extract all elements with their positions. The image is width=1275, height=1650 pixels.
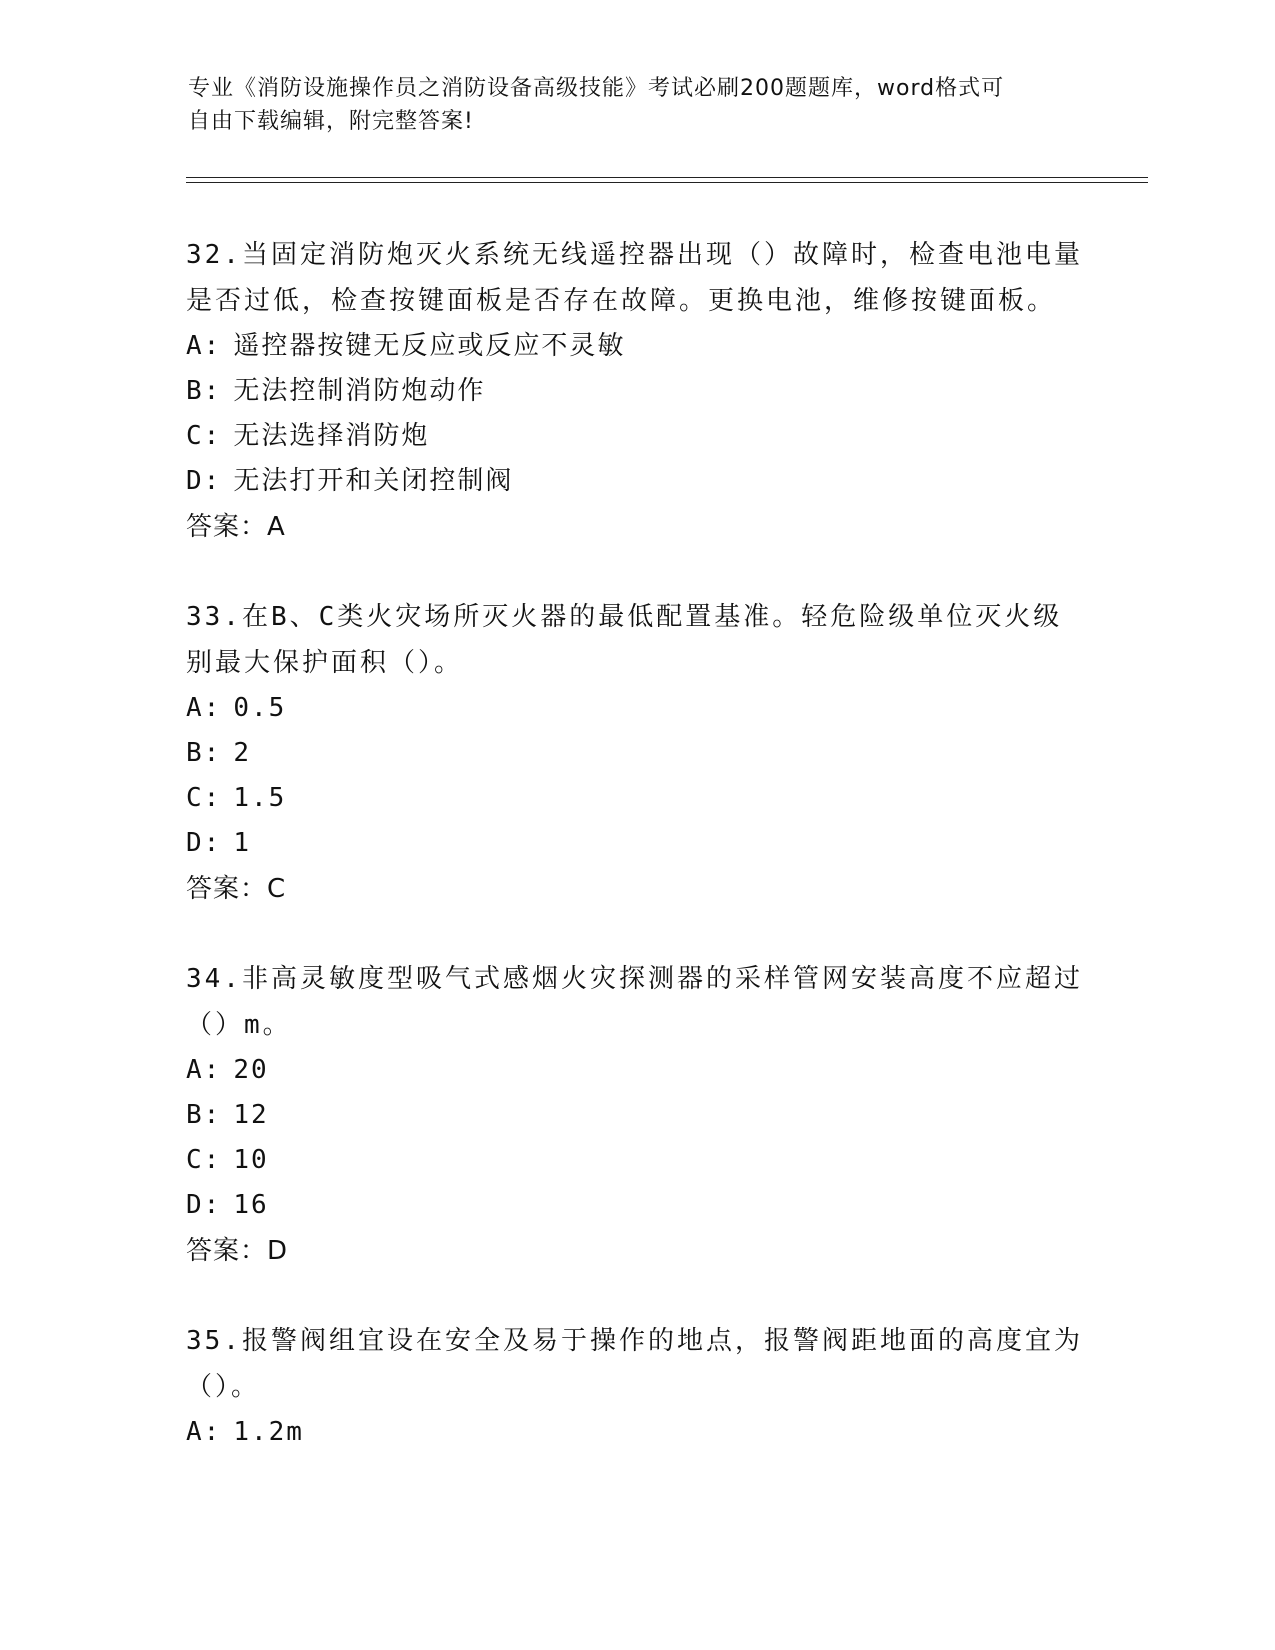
option-key: C: [186, 1145, 222, 1175]
option-key: A: [186, 331, 222, 361]
option-text: 12 [233, 1100, 269, 1130]
header-line-1: 专业《消防设施操作员之消防设备高级技能》考试必刷200题题库，word格式可 [188, 76, 1005, 101]
option-b [186, 1093, 1086, 1138]
option-text: 0.5 [233, 693, 287, 723]
option-d [186, 459, 1086, 504]
option-text: 无法打开和关闭控制阀 [233, 466, 514, 496]
option-b [186, 731, 1086, 776]
header-line-2: 自由下载编辑，附完整答案! [188, 109, 474, 134]
option-a [186, 1410, 1086, 1455]
option-text: 遥控器按键无反应或反应不灵敏 [233, 331, 626, 361]
option-text: 1.5 [233, 783, 287, 813]
option-text: 1.2m [233, 1417, 304, 1447]
option-d [186, 821, 1086, 866]
option-c [186, 414, 1086, 459]
option-text: 无法控制消防炮动作 [233, 376, 486, 406]
question-block [186, 594, 1086, 912]
option-key: A: [186, 693, 222, 723]
option-key: C: [186, 783, 222, 813]
option-key: D: [186, 828, 222, 858]
question-stem: 35.报警阀组宜设在安全及易于操作的地点，报警阀距地面的高度宜为（）。 [186, 1326, 1083, 1402]
question-stem: 32.当固定消防炮灭火系统无线遥控器出现（）故障时，检查电池电量是否过低，检查按键面板是否存在故障。更换电池，维修按键面板。 [186, 240, 1083, 316]
answer-line: 答案：A [186, 512, 286, 542]
option-text: 10 [233, 1145, 269, 1175]
option-key: C: [186, 421, 222, 451]
option-b [186, 369, 1086, 414]
question-block [186, 232, 1086, 550]
option-key: B: [186, 1100, 222, 1130]
answer-line: 答案：C [186, 874, 287, 904]
option-c [186, 776, 1086, 821]
option-key: D: [186, 1190, 222, 1220]
option-key: A: [186, 1055, 222, 1085]
option-text: 2 [233, 738, 251, 768]
option-key: B: [186, 376, 222, 406]
option-text: 1 [233, 828, 251, 858]
question-block [186, 1318, 1086, 1455]
option-a [186, 324, 1086, 369]
option-text: 20 [233, 1055, 269, 1085]
header-divider-top [186, 177, 1148, 178]
option-text: 无法选择消防炮 [233, 421, 430, 451]
option-a [186, 1048, 1086, 1093]
option-key: D: [186, 466, 222, 496]
document-header [188, 72, 1068, 138]
option-d [186, 1183, 1086, 1228]
option-key: B: [186, 738, 222, 768]
answer-line: 答案：D [186, 1236, 289, 1266]
question-stem: 33.在B、C类火灾场所灭火器的最低配置基准。轻危险级单位灭火级别最大保护面积（）。 [186, 602, 1063, 678]
question-stem: 34.非高灵敏度型吸气式感烟火灾探测器的采样管网安装高度不应超过（）m。 [186, 964, 1083, 1040]
option-a [186, 686, 1086, 731]
option-c [186, 1138, 1086, 1183]
question-block [186, 956, 1086, 1274]
option-text: 16 [233, 1190, 269, 1220]
header-divider-bottom [186, 182, 1148, 183]
option-key: A: [186, 1417, 222, 1447]
